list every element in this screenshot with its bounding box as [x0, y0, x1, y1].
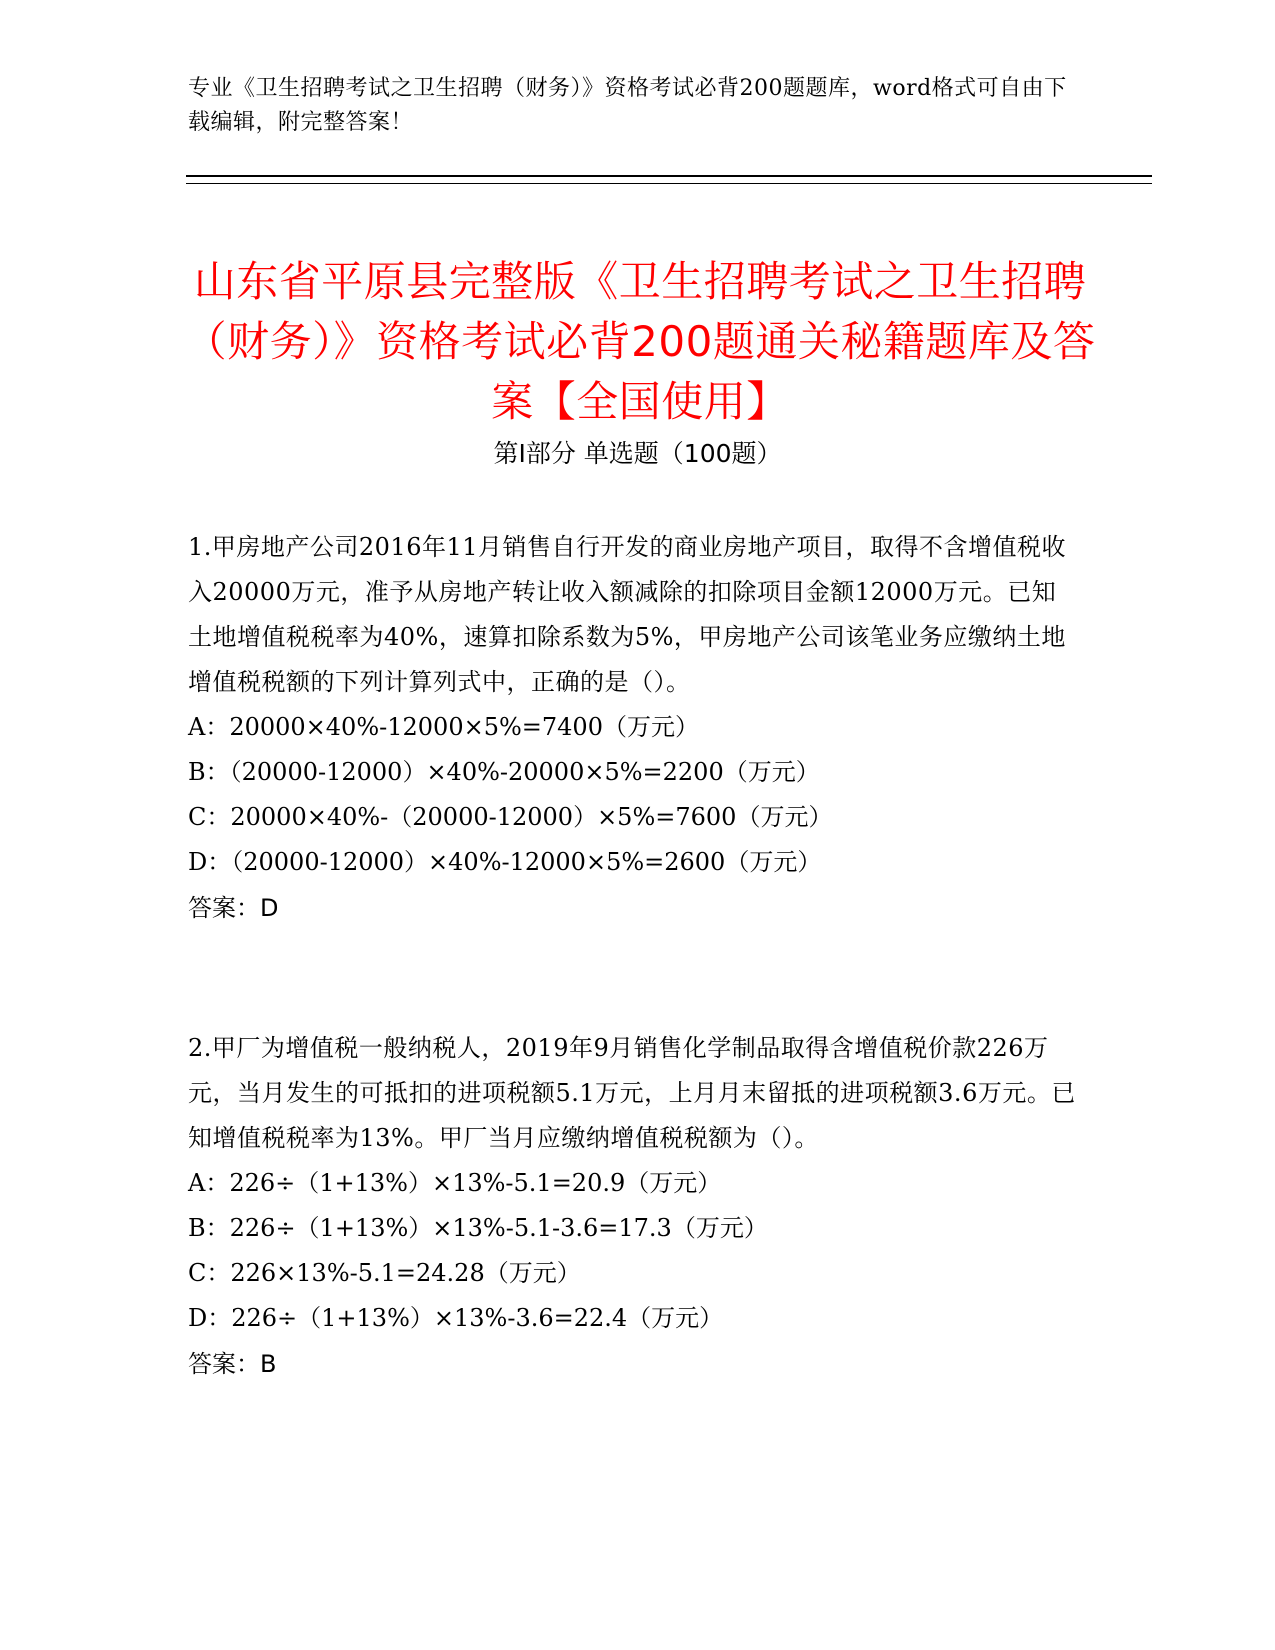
- section-heading: 第I部分 单选题（100题）: [493, 439, 782, 468]
- option-b: B：226÷（1+13%）×13%-5.1-3.6=17.3（万元）: [188, 1214, 768, 1242]
- option-d: D：226÷（1+13%）×13%-3.6=22.4（万元）: [188, 1304, 724, 1332]
- header-divider-thick: [186, 175, 1152, 177]
- option-d: D：（20000-12000）×40%-12000×5%=2600（万元）: [188, 848, 822, 876]
- answer: 答案：B: [188, 1350, 277, 1378]
- option-a: A：226÷（1+13%）×13%-5.1=20.9（万元）: [188, 1169, 722, 1197]
- header-divider-thin: [186, 183, 1152, 184]
- answer: 答案：D: [188, 894, 279, 922]
- option-c: C：20000×40%-（20000-12000）×5%=7600（万元）: [188, 803, 833, 831]
- option-b: B：（20000-12000）×40%-20000×5%=2200（万元）: [188, 758, 820, 786]
- question-1: [188, 525, 1078, 931]
- question-2: [188, 1026, 1078, 1387]
- header-note: 专业《卫生招聘考试之卫生招聘（财务）》资格考试必背200题题库，word格式可自由下载编辑，附完整答案！: [188, 76, 1067, 135]
- document-title: 山东省平原县完整版《卫生招聘考试之卫生招聘（财务）》资格考试必背200题通关秘籍题库及答案【全国使用】: [184, 257, 1096, 427]
- option-c: C：226×13%-5.1=24.28（万元）: [188, 1259, 581, 1287]
- question-stem: 2.甲厂为增值税一般纳税人，2019年9月销售化学制品取得含增值税价款226万元，当月发生的可抵扣的进项税额5.1万元，上月月末留抵的进项税额3.6万元。已知增值税税率为13%。甲厂当月应缴纳增值税税额为（）。: [188, 1034, 1076, 1152]
- option-a: A：20000×40%-12000×5%=7400（万元）: [188, 713, 699, 741]
- question-stem: 1.甲房地产公司2016年11月销售自行开发的商业房地产项目，取得不含增值税收入20000万元，准予从房地产转让收入额减除的扣除项目金额12000万元。已知土地增值税税率为40%，速算扣除系数为5%，甲房地产公司该笔业务应缴纳土地增值税税额的下列计算列式中，正确的是（）。: [188, 533, 1067, 696]
